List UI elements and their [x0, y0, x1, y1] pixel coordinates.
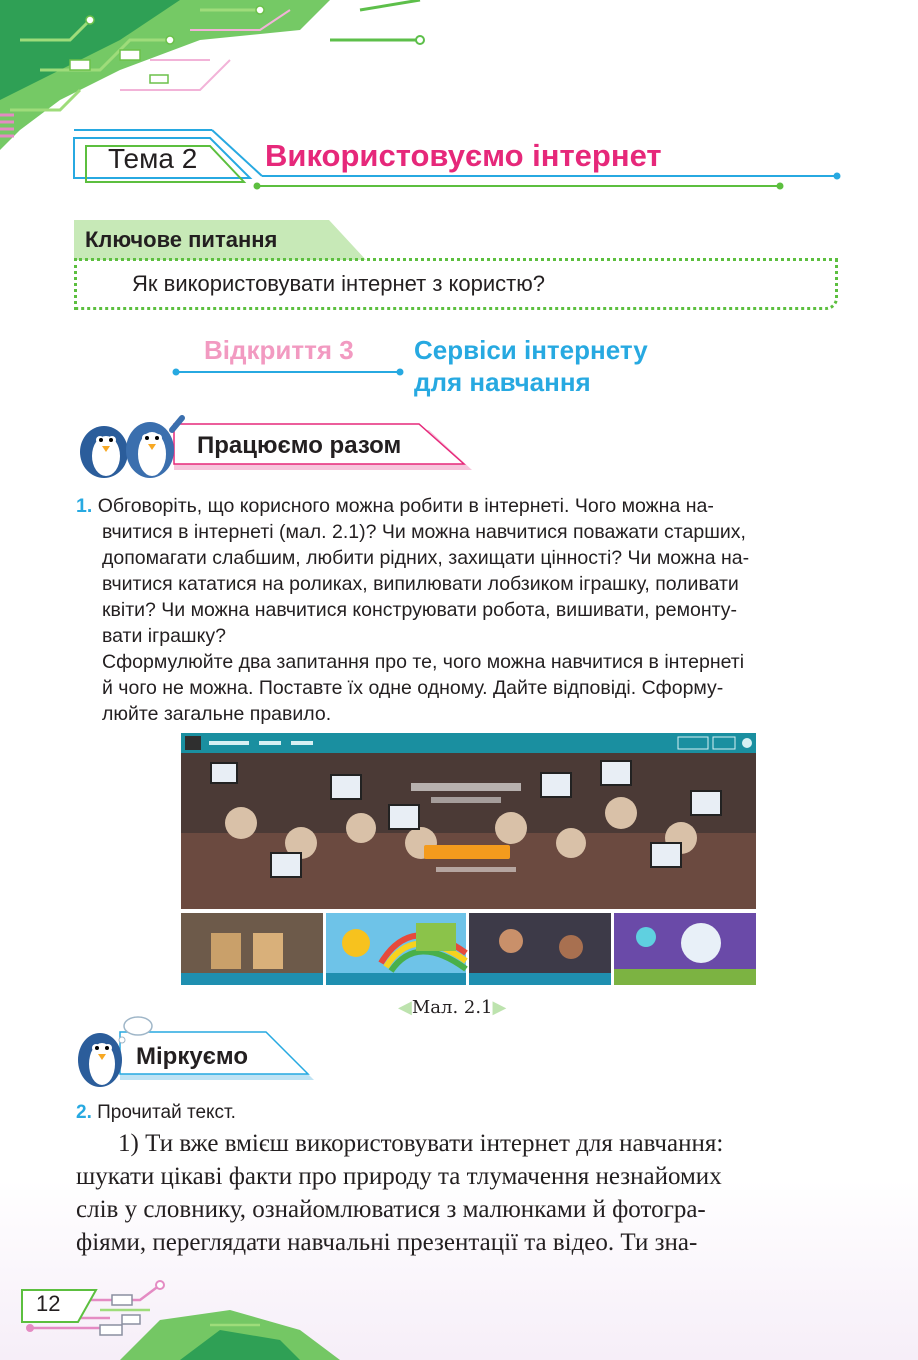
figure-hero-photo: [181, 733, 756, 909]
task-1-number: 1.: [76, 495, 93, 517]
task-2-text: [76, 1127, 840, 1259]
discovery-title-line1: Сервіси інтернету: [414, 335, 648, 365]
task-2-instruction: Прочитай текст.: [97, 1102, 236, 1123]
task-1-line: 1. Обговоріть, що корисного можна робити в інтернеті. Чого можна на-: [76, 495, 714, 517]
task-1-line: допомагати слабшим, любити рідних, захищати цінності? Чи можна на-: [102, 547, 750, 569]
task-2-line: 1) Ти вже вмієш використовувати інтернет для навчання:: [118, 1130, 724, 1157]
left-arrow-icon: ◀: [398, 997, 412, 1018]
discovery-label: Відкриття 3: [204, 335, 354, 365]
students-photo: [181, 733, 756, 909]
key-question-label: Ключове питання: [85, 227, 278, 252]
discovery-line: [172, 368, 404, 376]
penguin-icon: [126, 418, 182, 478]
penguin-icon: [80, 426, 128, 478]
key-question-text: Як використовувати інтернет з користю?: [132, 271, 545, 296]
discovery-title-line2: для навчання: [414, 367, 591, 397]
site-navbar: [181, 733, 756, 753]
task-2-number: 2.: [76, 1102, 92, 1123]
circuit-decoration-bottom: [0, 1270, 918, 1360]
page-number: 12: [36, 1291, 61, 1316]
task-1-line: вчитися в інтернеті (мал. 2.1)? Чи можна навчитися поважати старших,: [102, 521, 746, 543]
figure-thumbnails: [181, 913, 756, 985]
reflect-label: Міркуємо: [136, 1043, 249, 1070]
task-1: [76, 493, 840, 727]
task-1-line: вчитися кататися на роликах, випилювати лобзиком іграшку, поливати: [102, 573, 739, 595]
task-1-line: й чого не можна. Поставте їх одне одному. Дайте відповіді. Сформу-: [102, 677, 724, 699]
figure-caption: ◀Мал. 2.1▶: [398, 997, 507, 1018]
task-1-line: Сформулюйте два запитання про те, чого можна навчитися в інтернеті: [102, 651, 745, 673]
right-arrow-icon: ▶: [492, 997, 507, 1018]
figure-screenshot: [181, 733, 756, 985]
task-1-line: люйте загальне правило.: [102, 703, 332, 725]
topic-title: Використовуємо інтернет: [265, 138, 662, 173]
task-2-line: фіями, переглядати навчальні презентації та відео. Ти зна-: [76, 1229, 698, 1256]
task-1-line: квіти? Чи можна навчитися конструювати робота, вишивати, ремонту-: [102, 599, 738, 621]
work-together-label: Працюємо разом: [197, 432, 402, 459]
task-2-line: слів у словнику, ознайомлюватися з малюнками й фотогра-: [76, 1196, 706, 1223]
task-1-line: вати іграшку?: [102, 625, 226, 647]
task-2-heading: [76, 1102, 236, 1124]
topic-label: Тема 2: [108, 143, 198, 174]
task-2-line: шукати цікаві факти про природу та тлумачення незнайомих: [76, 1163, 722, 1190]
penguin-icon: [78, 1033, 122, 1087]
